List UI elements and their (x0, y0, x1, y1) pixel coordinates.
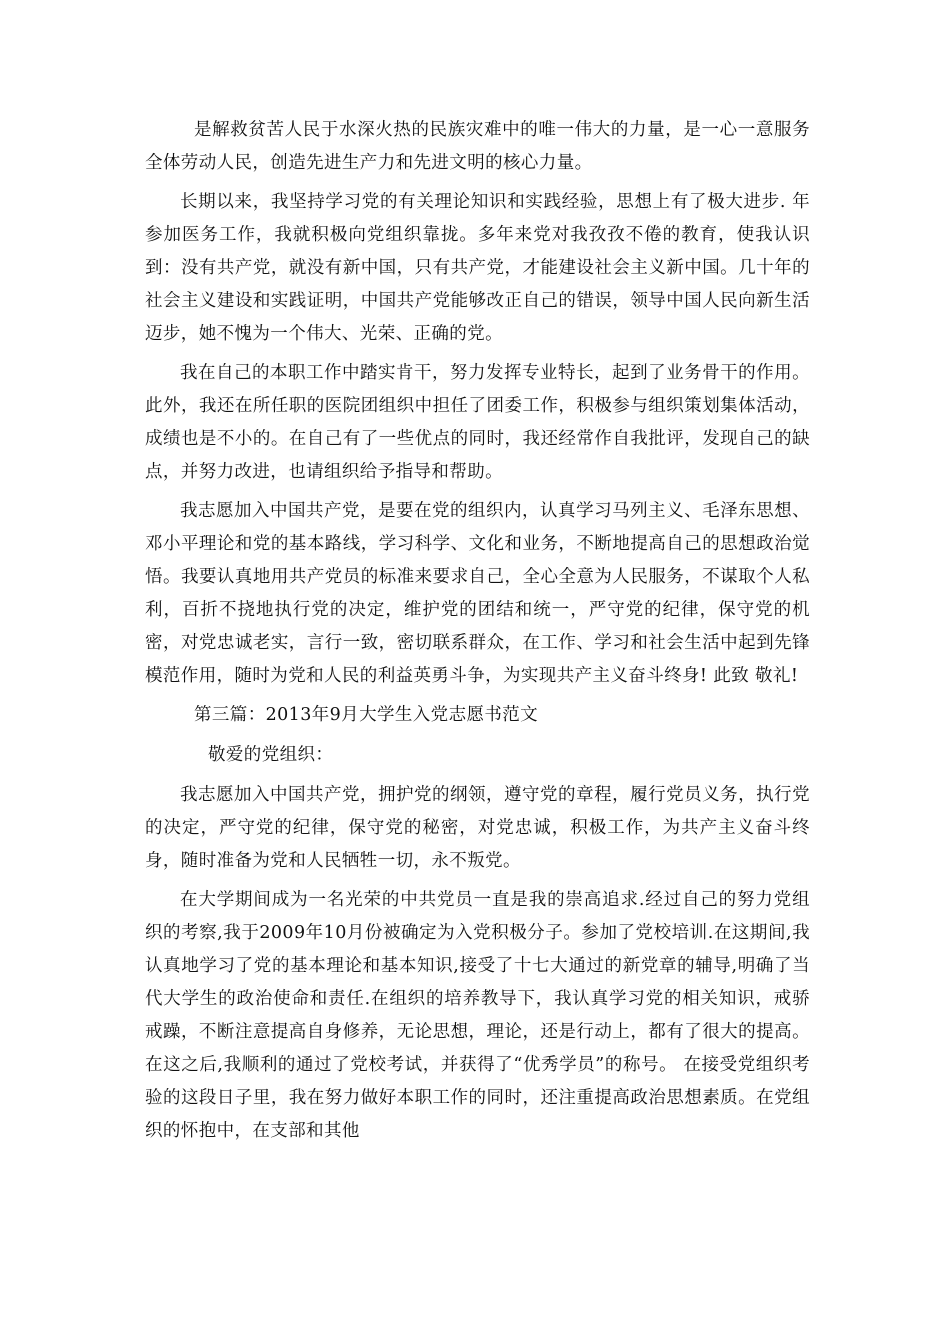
document-body (145, 114, 810, 1154)
salutation: 敬爱的党组织： (208, 745, 334, 765)
paragraph-party-strength: 是解救贫苦人民于水深火热的民族灾难中的唯一伟大的力量，是一心一意服务全体劳动人民，创造先进生产力和先进文明的核心力量。 (145, 120, 810, 173)
paragraph-work-performance: 我在自己的本职工作中踏实肯干，努力发挥专业特长，起到了业务骨干的作用。此外，我还在所任职的医院团组织中担任了团委工作，积极参与组织策划集体活动，成绩也是不小的。在自己有了一些优点的同时，我还经常作自我批评，发现自己的缺点，并努力改进，也请组织给予指导和帮助。 (145, 363, 810, 482)
paragraph-long-term-study: 长期以来，我坚持学习党的有关理论知识和实践经验，思想上有了极大进步. 年参加医务工作，我就积极向党组织靠拢。多年来党对我孜孜不倦的教育，使我认识到：没有共产党，就没有新中国，只有共产党，才能建设社会主义新中国。几十年的社会主义建设和实践证明，中国共产党能够改正自己的错误，领导中国人民向新生活迈步，她不愧为一个伟大、光荣、正确的党。 (145, 192, 810, 344)
section-heading-part-three: 第三篇：2013年9月大学生入党志愿书范文 (194, 705, 539, 725)
paragraph-application-pledge: 我志愿加入中国共产党，是要在党的组织内，认真学习马列主义、毛泽东思想、邓小平理论和党的基本路线，学习科学、文化和业务，不断地提高自己的思想政治觉悟。我要认真地用共产党员的标准来要求自己，全心全意为人民服务，不谋取个人私利，百折不挠地执行党的决定，维护党的团结和统一，严守党的纪律，保守党的机密，对党忠诚老实，言行一致，密切联系群众，在工作、学习和社会生活中起到先锋模范作用，随时为党和人民的利益英勇斗争，为实现共产主义奋斗终身! 此致 敬礼! (145, 501, 810, 686)
paragraph-oath: 我志愿加入中国共产党，拥护党的纲领，遵守党的章程，履行党员义务，执行党的决定，严守党的纪律，保守党的秘密，对党忠诚，积极工作，为共产主义奋斗终身，随时准备为党和人民牺牲一切，永不叛党。 (145, 785, 810, 871)
paragraph-university-experience: 在大学期间成为一名光荣的中共党员一直是我的崇高追求.经过自己的努力党组织的考察,我于2009年10月份被确定为入党积极分子。参加了党校培训.在这期间,我认真地学习了党的基本理论和基本知识,接受了十七大通过的新党章的辅导,明确了当代大学生的政治使命和责任.在组织的培养教导下，我认真学习党的相关知识，戒骄戒躁，不断注意提高自身修养，无论思想，理论，还是行动上，都有了很大的提高。在这之后,我顺利的通过了党校考试，并获得了“优秀学员”的称号。 在接受党组织考验的这段日子里，我在努力做好本职工作的同时，还注重提高政治思想素质。在党组织的怀抱中，在支部和其他 (145, 890, 810, 1141)
